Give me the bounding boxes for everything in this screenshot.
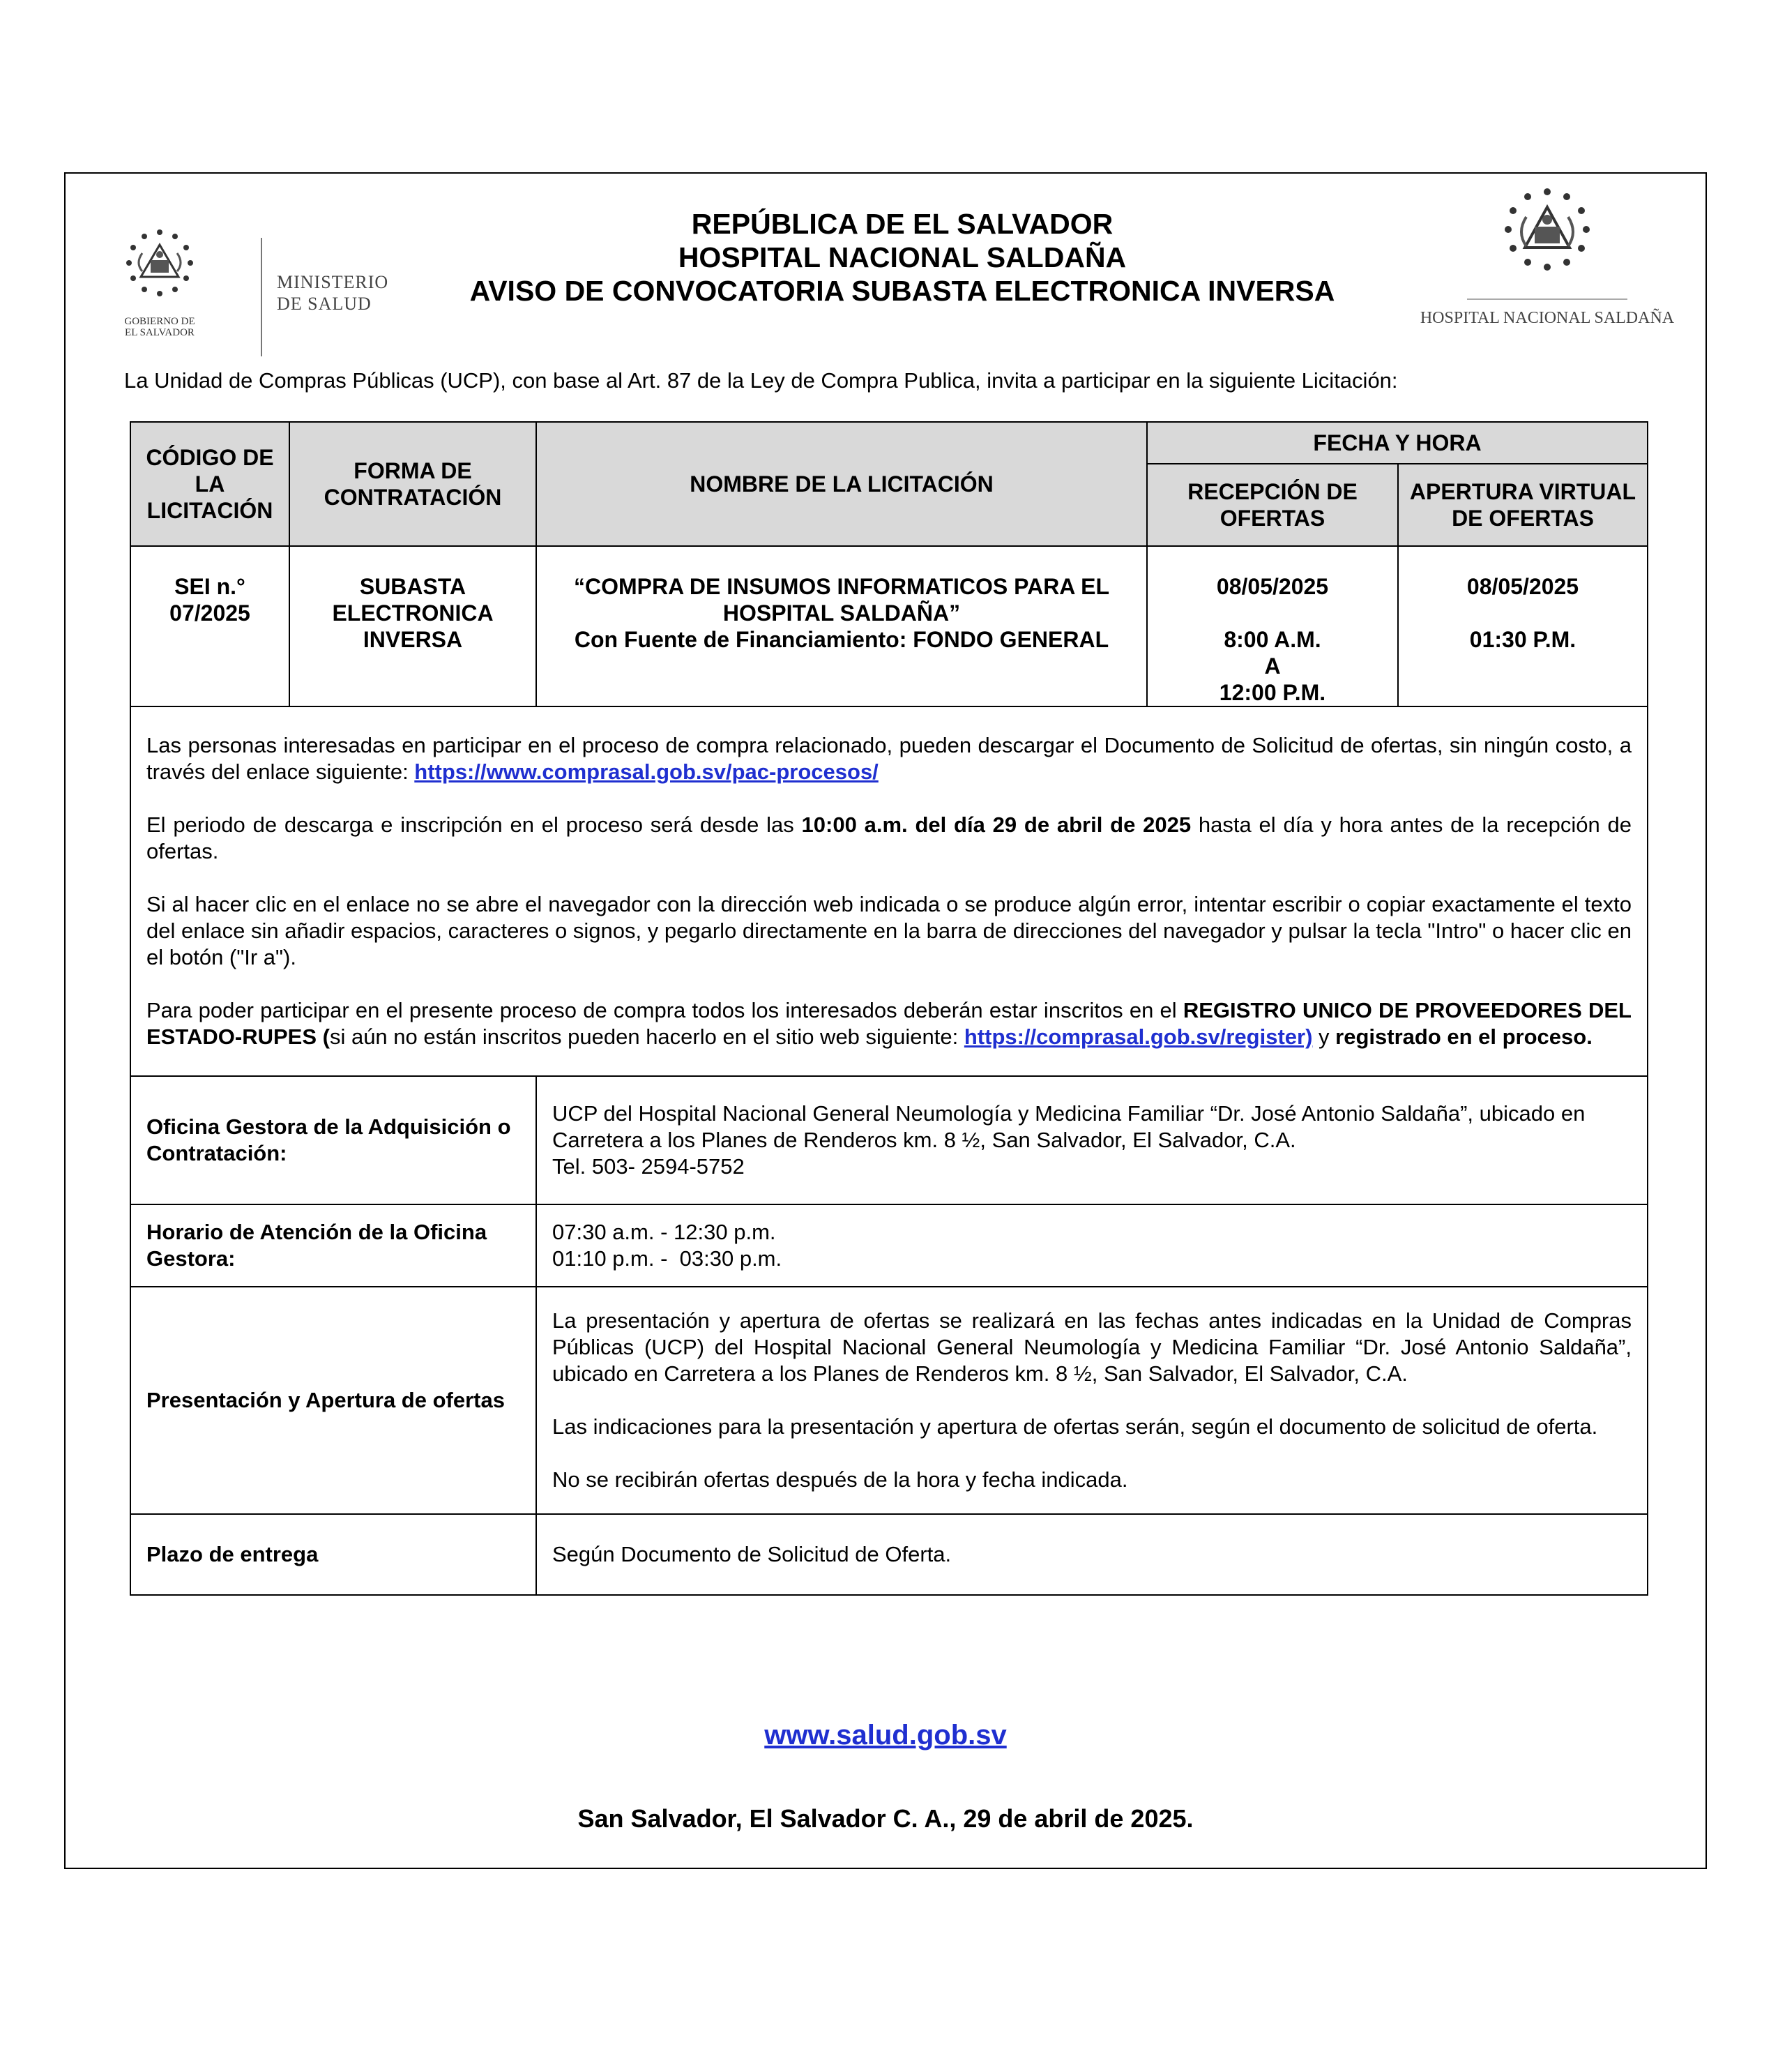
detail-label: Horario de Atención de la Oficina Gestora: xyxy=(130,1204,536,1287)
header-fecha-hora: FECHA Y HORA xyxy=(1147,422,1648,464)
cell-recepcion: 08/05/2025 8:00 A.M. A 12:00 P.M. xyxy=(1147,546,1398,706)
cell-codigo: SEI n.° 07/2025 xyxy=(130,546,289,706)
logo-underline xyxy=(1467,298,1627,300)
footer-place-date: San Salvador, El Salvador C. A., 29 de abril de 2025. xyxy=(577,1804,1194,1833)
detail-value: La presentación y apertura de ofertas se realizará en las fechas antes indicadas en la Unidad de Compras Públicas (UCP) del Hospital Nacional General Neumología y Medicina Familiar “Dr. José Antonio Saldaña”, ubicado en Carretera a los Planes de Renderos km. 8 ½, San Salvador, El Salvador, C.A. Las indicaciones para la presentación y apertura de ofertas serán, según el documento de solicitud de oferta. No se recibirán ofertas después de la hora y fecha indicada. xyxy=(536,1287,1648,1514)
detail-value: 07:30 a.m. - 12:30 p.m. 01:10 p.m. - 03:30 p.m. xyxy=(536,1204,1648,1287)
info-paragraph-help: Si al hacer clic en el enlace no se abre el navegador con la dirección web indicada o se produce algún error, intentar escribir o copiar exactamente el texto del enlace sin añadir espacios, caracteres o signos, y pegarlo directamente en la barra de direcciones del navegador y pulsar la tecla "Intro" o hacer clic en el botón ("Ir a"). xyxy=(146,892,1632,969)
header-codigo: CÓDIGO DE LA LICITACIÓN xyxy=(130,422,289,546)
header-forma: FORMA DE CONTRATACIÓN xyxy=(289,422,536,546)
info-paragraph-registro: Para poder participar en el presente proceso de compra todos los interesados deberán estar inscritos en el REGISTRO UNICO DE PROVEEDORES DEL ESTADO-RUPES (si aún no están inscritos pueden hacerlo en el sitio web siguiente: https://comprasal.gob.sv/register) y registrado en el proceso. xyxy=(146,998,1632,1049)
detail-label: Oficina Gestora de la Adquisición o Contratación: xyxy=(130,1076,536,1204)
detail-value: Según Documento de Solicitud de Oferta. xyxy=(536,1514,1648,1595)
cell-nombre: “COMPRA DE INSUMOS INFORMATICOS PARA EL HOSPITAL SALDAÑA” Con Fuente de Financiamiento: FONDO GENERAL xyxy=(536,546,1147,706)
info-paragraph-download: Las personas interesadas en participar en el proceso de compra relacionado, pueden descargar el Documento de Solicitud de ofertas, sin ningún costo, a través del enlace siguiente: https://www.comprasal.gob.sv/pac-procesos/ xyxy=(146,733,1632,784)
cell-forma: SUBASTA ELECTRONICA INVERSA xyxy=(289,546,536,706)
info-paragraph-period: El periodo de descarga e inscripción en el proceso será desde las 10:00 a.m. del día 29 de abril de 2025 hasta el día y hora antes de la recepción de ofertas. xyxy=(146,812,1632,863)
hospital-logo xyxy=(1411,183,1683,330)
info-section xyxy=(130,706,1648,1076)
cell-apertura: 08/05/2025 01:30 P.M. xyxy=(1398,546,1648,706)
detail-label: Presentación y Apertura de ofertas xyxy=(130,1287,536,1514)
coat-of-arms-icon xyxy=(1491,183,1603,288)
gobierno-label: GOBIERNO DE EL SALVADOR xyxy=(124,316,195,338)
page-title: REPÚBLICA DE EL SALVADOR HOSPITAL NACIONAL SALDAÑA AVISO DE CONVOCATORIA SUBASTA ELECTRONICA INVERSA xyxy=(469,208,1335,307)
salud-website-link[interactable]: www.salud.gob.sv xyxy=(764,1720,1007,1750)
licitacion-table xyxy=(130,421,1648,1596)
detail-value: UCP del Hospital Nacional General Neumología y Medicina Familiar “Dr. José Antonio Saldaña”, ubicado en Carretera a los Planes de Renderos km. 8 ½, San Salvador, El Salvador, C.A. Tel. 503- 2594-5752 xyxy=(536,1076,1648,1204)
ministerio-label: MINISTERIO DE SALUD xyxy=(277,272,389,314)
logo-divider xyxy=(261,238,262,356)
detail-row-presentacion xyxy=(130,1287,1648,1514)
detail-row-plazo xyxy=(130,1514,1648,1595)
comprasal-procesos-link[interactable]: https://www.comprasal.gob.sv/pac-procesos/ xyxy=(414,759,879,784)
hospital-label: HOSPITAL NACIONAL SALDAÑA xyxy=(1420,309,1675,327)
header-apertura: APERTURA VIRTUAL DE OFERTAS xyxy=(1398,464,1648,546)
header-nombre: NOMBRE DE LA LICITACIÓN xyxy=(536,422,1147,546)
document-frame xyxy=(64,172,1707,1869)
header-recepcion: RECEPCIÓN DE OFERTAS xyxy=(1147,464,1398,546)
detail-label: Plazo de entrega xyxy=(130,1514,536,1595)
detail-row-horario xyxy=(130,1204,1648,1287)
detail-row-oficina xyxy=(130,1076,1648,1204)
coat-of-arms-icon xyxy=(114,204,205,316)
ministerio-logo xyxy=(114,204,407,338)
table-row xyxy=(130,546,1648,706)
intro-text: La Unidad de Compras Públicas (UCP), con base al Art. 87 de la Ley de Compra Publica, invita a participar en la siguiente Licitación: xyxy=(124,368,1398,393)
comprasal-register-link[interactable]: https://comprasal.gob.sv/register) xyxy=(964,1024,1313,1049)
